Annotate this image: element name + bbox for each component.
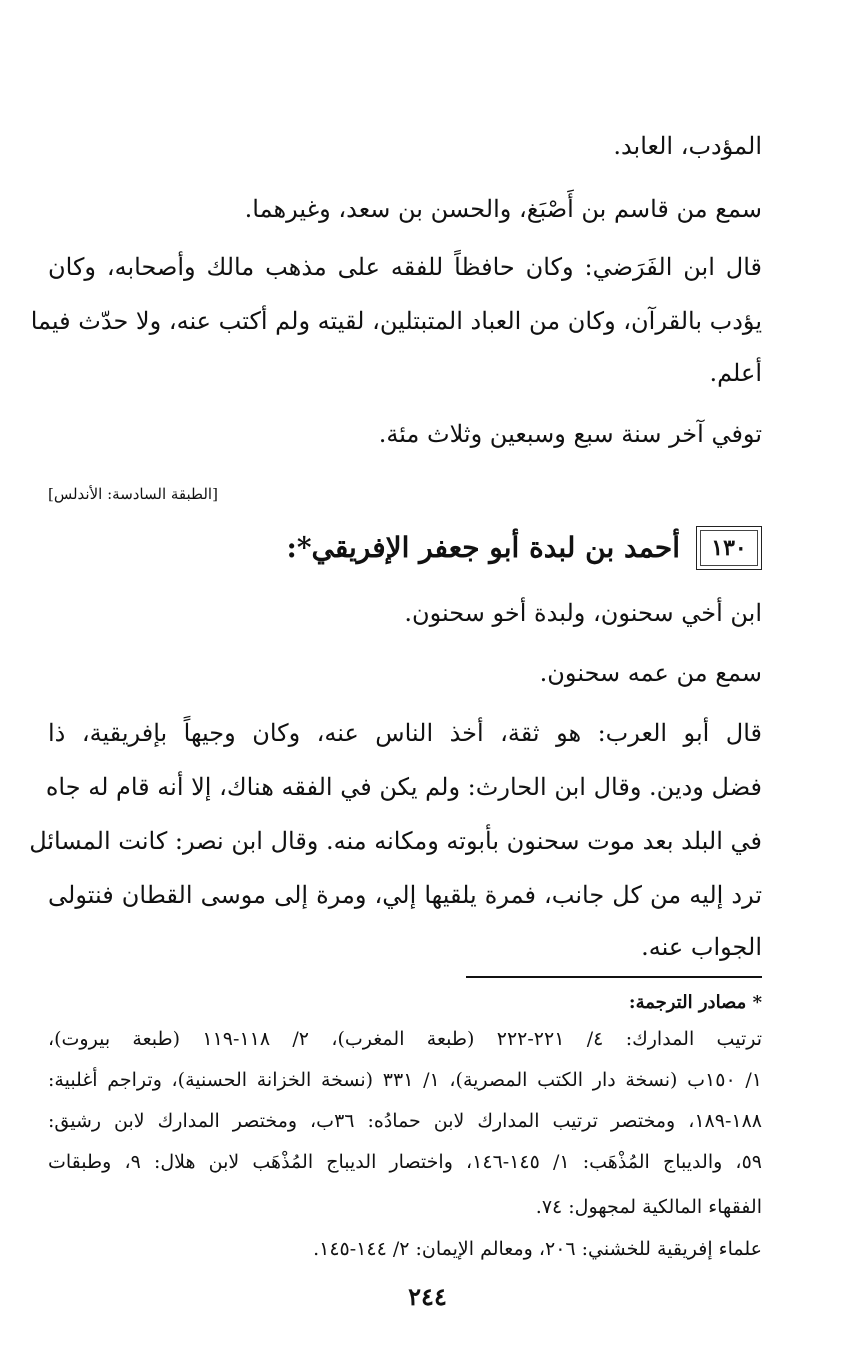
section-header: [الطبقة السادسة: الأندلس] xyxy=(48,485,218,503)
text-line: سمع من عمه سحنون. xyxy=(539,659,762,687)
text-line: في البلد بعد موت سحنون بأبوته ومكانه منه. وقال ابن نصر: كانت المسائل xyxy=(29,827,762,855)
footnote-line: ترتيب المدارك: ٤/ ٢٢١-٢٢٢ (طبعة المغرب)، ٢/ ١١٨-١١٩ (طبعة بيروت)، xyxy=(48,1028,763,1050)
entry-title: أحمد بن لبدة أبو جعفر الإفريقي*: xyxy=(286,531,680,564)
entry-heading xyxy=(48,526,762,574)
text-line: سمع من قاسم بن أَصْبَغ، والحسن بن سعد، وغيرهما. xyxy=(244,195,762,223)
text-line: يؤدب بالقرآن، وكان من العباد المتبتلين، لقيته ولم أكتب عنه، ولا حدّث فيما xyxy=(30,307,762,335)
entry-number: ١٣٠ xyxy=(711,535,747,561)
text-line: توفي آخر سنة سبع وسبعين وثلاث مئة. xyxy=(378,420,762,448)
footnote-line: ١/ ١٥٠ب (نسخة دار الكتب المصرية)، ١/ ٣٣١ (نسخة الخزانة الحسنية)، وتراجم أغلبية: xyxy=(48,1069,762,1091)
text-line: الجواب عنه. xyxy=(641,933,762,961)
footnote-heading: * مصادر الترجمة: xyxy=(628,992,762,1013)
text-line: أعلم. xyxy=(709,359,762,387)
page-number: ٢٤٤ xyxy=(408,1282,447,1311)
footnote-line: ٥٩، والديباج المُذْهَب: ١/ ١٤٥-١٤٦، واختصار الديباج المُذْهَب لابن هلال: ٩، وطبقات xyxy=(48,1151,762,1173)
text-line: ترد إليه من كل جانب، فمرة يلقيها إلي، ومرة إلى موسى القطان فنتولى xyxy=(48,881,762,909)
text-line: فضل ودين. وقال ابن الحارث: ولم يكن في الفقه هناك، إلا أنه قام له جاه xyxy=(45,773,762,801)
footnote-line: الفقهاء المالكية لمجهول: ٧٤. xyxy=(535,1196,762,1218)
text-line: قال ابن الفَرَضي: وكان حافظاً للفقه على مذهب مالك وأصحابه، وكان xyxy=(48,253,762,281)
footnote-line: علماء إفريقية للخشني: ٢٠٦، ومعالم الإيمان: ٢/ ١٤٤-١٤٥. xyxy=(313,1238,762,1260)
footnote-line: ١٨٨-١٨٩، ومختصر ترتيب المدارك لابن حمادُه: ٣٦ب، ومختصر المدارك لابن رشيق: xyxy=(48,1110,762,1132)
text-line: قال أبو العرب: هو ثقة، أخذ الناس عنه، وكان وجيهاً بإفريقية، ذا xyxy=(48,719,762,747)
text-line: ابن أخي سحنون، ولبدة أخو سحنون. xyxy=(404,599,762,627)
footnote-divider xyxy=(466,976,762,978)
entry-number-box xyxy=(696,526,762,570)
text-line: المؤدب، العابد. xyxy=(613,132,762,160)
